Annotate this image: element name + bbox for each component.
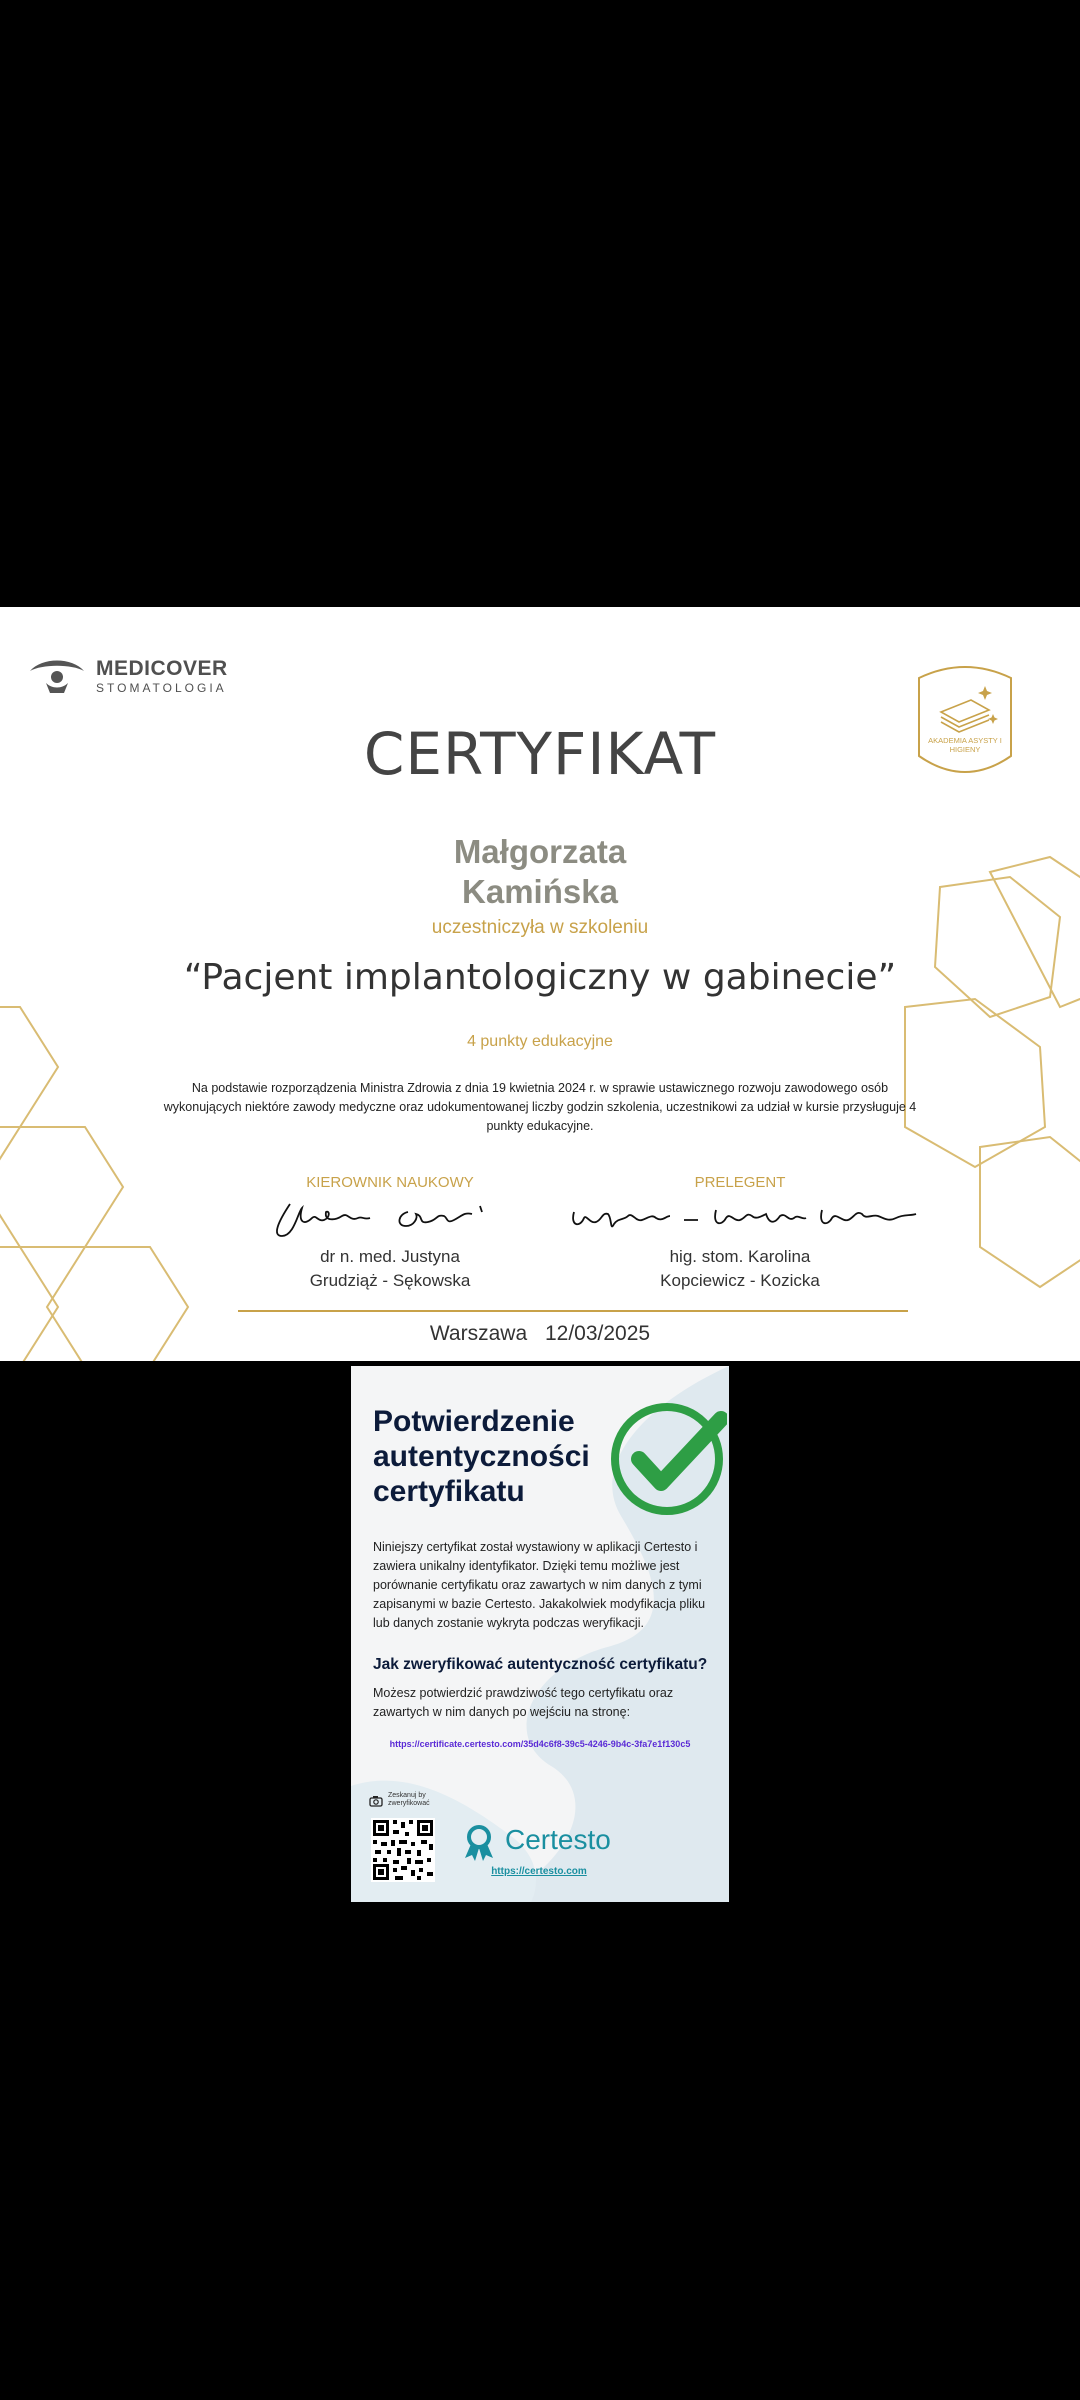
scan-text: [388, 1792, 430, 1808]
role-scientific-director: KIEROWNIK NAUKOWY: [306, 1174, 474, 1191]
medicover-mark-icon: [28, 653, 86, 695]
course-title: “Pacjent implantologiczny w gabinecie”: [183, 957, 897, 998]
scan-caption: [369, 1792, 459, 1812]
person-1-line1: dr n. med. Justyna: [320, 1247, 460, 1266]
academy-badge-text: AKADEMIA ASYSTY I HIGIENY: [928, 736, 1002, 754]
recipient-name: [0, 832, 1080, 912]
verification-card: [351, 1366, 729, 1902]
verification-title-line2: autentyczności: [373, 1440, 590, 1473]
certificate-image: [0, 607, 1080, 1361]
brand-name: MEDICOVER: [96, 657, 228, 680]
verification-title-line3: certyfikatu: [373, 1475, 525, 1508]
divider-line: [238, 1310, 908, 1312]
certificate-title: CERTYFIKAT: [363, 720, 717, 788]
verification-instructions: Możesz potwierdzić prawdziwość tego certyfikatu oraz zawartych w nim danych po wejściu na stronę:: [373, 1686, 674, 1719]
place: Warszawa: [429, 1322, 528, 1345]
date: 12/03/2025: [544, 1322, 651, 1345]
person-1-line2: Grudziąż - Sękowska: [309, 1271, 471, 1290]
certesto-logo: [459, 1822, 629, 1862]
camera-icon: [369, 1795, 383, 1807]
verification-title: [373, 1404, 613, 1509]
legal-text: Na podstawie rozporządzenia Ministra Zdrowia z dnia 19 kwietnia 2024 r. w sprawie ustawicznego rozwoju zawodowego osób wykonujących niektóre zawody medyczne oraz udokumentowanej liczby godzin szkolenia, uczestnikowi za udział w kursie przysługuje 4 punkty edukacyjne.: [163, 1081, 917, 1133]
signature-1: [268, 1192, 508, 1242]
medicover-logo: [28, 649, 238, 697]
scan-text-line1: Zeskanuj by: [388, 1792, 426, 1799]
participated-text: uczestniczyła w szkoleniu: [431, 917, 649, 938]
qr-code[interactable]: [371, 1818, 435, 1882]
check-icon: [609, 1399, 727, 1517]
person-2-line1: hig. stom. Karolina: [669, 1247, 811, 1266]
role-lecturer: PRELEGENT: [694, 1174, 786, 1191]
verification-title-line1: Potwierdzenie: [373, 1405, 575, 1438]
certesto-logo-text: Certesto: [505, 1824, 611, 1855]
recipient-first-name: Małgorzata: [453, 833, 627, 870]
education-points: 4 punkty edukacyjne: [467, 1033, 613, 1050]
certesto-site-link[interactable]: https://certesto.com: [491, 1866, 587, 1877]
place-date: [0, 1322, 1080, 1346]
recipient-last-name: Kamińska: [462, 873, 618, 910]
signature-2: [566, 1192, 922, 1242]
scan-text-line2: zweryfikować: [388, 1800, 430, 1807]
verification-question: Jak zweryfikować autentyczność certyfikatu?: [373, 1656, 708, 1673]
person-2-line2: Kopciewicz - Kozicka: [660, 1271, 820, 1290]
person-2-name: [590, 1245, 890, 1293]
person-1-name: [240, 1245, 540, 1293]
brand-subtitle: STOMATOLOGIA: [96, 681, 227, 695]
verification-link[interactable]: https://certificate.certesto.com/35d4c6f8-39c5-4246-9b4c-3fa7e1f130c5: [389, 1739, 691, 1749]
certesto-award-icon: [459, 1822, 499, 1862]
verification-description: Niniejszy certyfikat został wystawiony w aplikacji Certesto i zawiera unikalny identyfikator. Dzięki temu możliwe jest porównanie certyfikatu oraz zawartych w nim danych z tymi zapisanymi w bazie Certesto. Jakakolwiek modyfikacja pliku lub danych zostanie wykryta podczas weryfikacji.: [373, 1540, 706, 1630]
